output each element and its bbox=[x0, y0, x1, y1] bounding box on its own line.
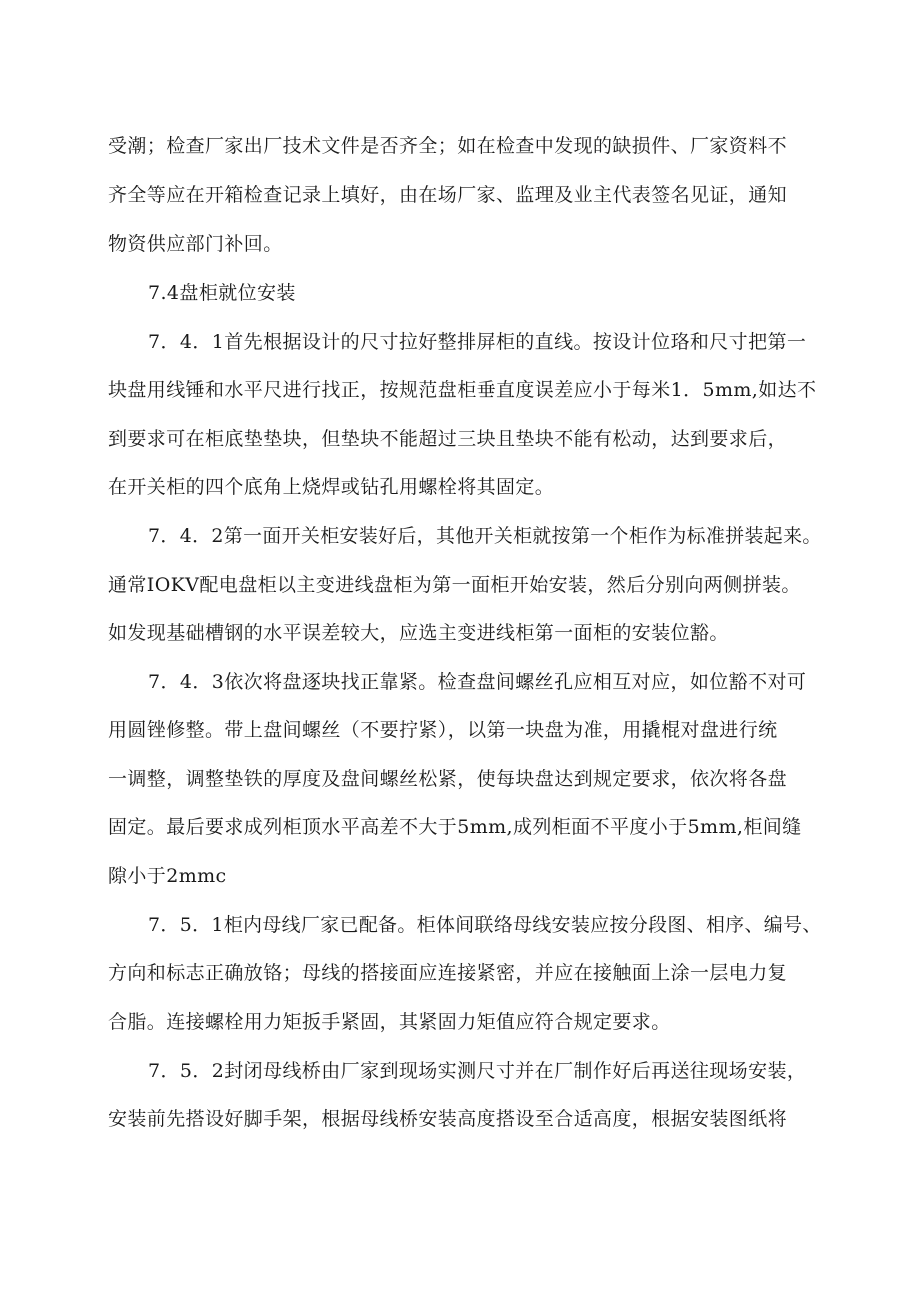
text-line: 方向和标志正确放铬；母线的搭接面应连接紧密，并应在接触面上涂一层电力复 bbox=[108, 962, 788, 984]
text-line: 固定。最后要求成列柜顶水平高差不大于5mm,成列柜面不平度小于5mm,柜间缝 bbox=[108, 816, 802, 838]
text-line: 7．4．1首先根据设计的尺寸拉好整排屏柜的直线。按设计位珞和尺寸把第一 bbox=[148, 331, 807, 353]
text-line: 7．5．2封闭母线桥由厂家到现场实测尺寸并在厂制作好后再送往现场安装， bbox=[148, 1060, 807, 1082]
text-line: 受潮；检查厂家出厂技术文件是否齐全；如在检查中发现的缺损件、厂家资料不 bbox=[108, 135, 788, 157]
text-line: 7．5．1柜内母线厂家已配备。柜体间联络母线安装应按分段图、相序、编号、 bbox=[148, 914, 822, 936]
text-line: 齐全等应在开箱检查记录上填好，由在场厂家、监理及业主代表签名见证，通知 bbox=[108, 184, 788, 206]
text-line: 块盘用线锤和水平尺进行找正，按规范盘柜垂直度误差应小于每米1．5mm,如达不 bbox=[108, 379, 817, 401]
text-line: 7．4．3依次将盘逐块找正靠紧。检查盘间螺丝孔应相互对应，如位豁不对可 bbox=[148, 671, 807, 693]
text-line: 如发现基础槽钢的水平误差较大，应选主变进线柜第一面柜的安装位豁。 bbox=[108, 622, 729, 644]
text-line: 在开关柜的四个底角上烧焊或钻孔用螺栓将其固定。 bbox=[108, 476, 555, 498]
text-line: 安装前先搭设好脚手架，根据母线桥安装高度搭设至合适高度，根据安装图纸将 bbox=[108, 1108, 788, 1130]
text-line: 一调整，调整垫铁的厚度及盘间螺丝松紧，使每块盘达到规定要求，依次将各盘 bbox=[108, 768, 788, 790]
text-line: 物资供应部门补回。 bbox=[108, 233, 283, 255]
section-heading: 7.4盘柜就位安装 bbox=[148, 282, 296, 304]
text-line: 通常IOKV配电盘柜以主变进线盘柜为第一面柜开始安装，然后分别向两侧拼装。 bbox=[108, 574, 801, 596]
text-line: 7．4．2第一面开关柜安装好后，其他开关柜就按第一个柜作为标准拼装起来。 bbox=[148, 525, 822, 547]
text-line: 用圆锉修整。带上盘间螺丝（不要拧紧），以第一块盘为准，用撬棍对盘进行统 bbox=[108, 719, 778, 741]
text-line: 隙小于2mmc bbox=[108, 865, 227, 887]
text-line: 到要求可在柜底垫垫块，但垫块不能超过三块且垫块不能有松动，达到要求后， bbox=[108, 428, 788, 450]
text-line: 合脂。连接螺栓用力矩扳手紧固，其紧固力矩值应符合规定要求。 bbox=[108, 1011, 671, 1033]
